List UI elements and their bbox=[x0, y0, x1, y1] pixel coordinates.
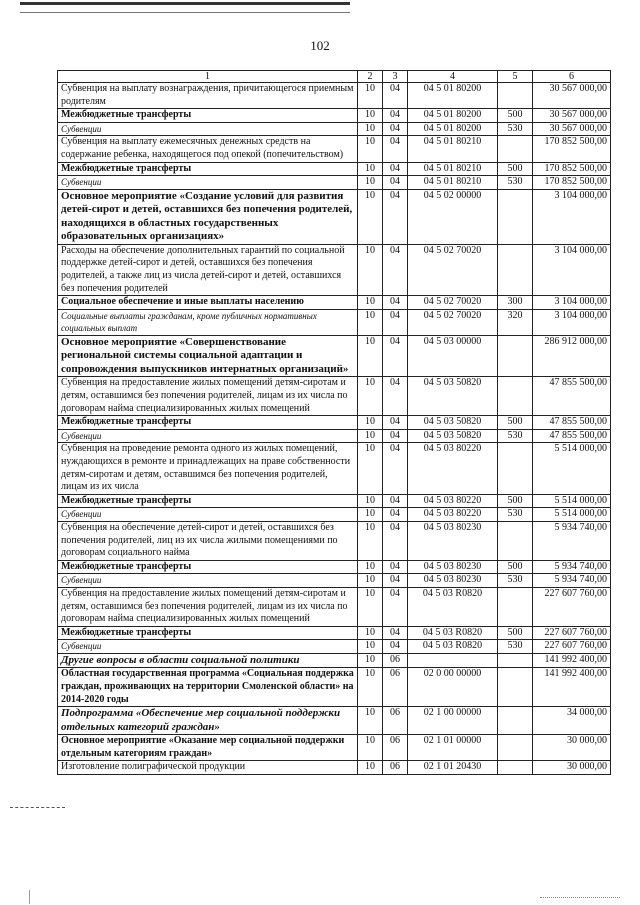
row-section: 10 bbox=[358, 176, 383, 190]
table-row bbox=[58, 653, 611, 668]
row-name: Межбюджетные трансферты bbox=[58, 162, 358, 176]
row-subsection: 04 bbox=[383, 494, 408, 508]
row-amount: 3 104 000,00 bbox=[533, 189, 611, 244]
row-name: Межбюджетные трансферты bbox=[58, 109, 358, 123]
row-expense-type: 500 bbox=[498, 416, 533, 430]
row-name: Субвенция на проведение ремонта одного из жилых помещений, нуждающихся в ремонте и принадлежащих на праве собственности детям-сиротам и детям, оставшимся без попечения родителей, лицам из их числа bbox=[58, 443, 358, 494]
row-section: 10 bbox=[358, 574, 383, 588]
table-row bbox=[58, 189, 611, 244]
row-amount: 227 607 760,00 bbox=[533, 587, 611, 626]
row-section: 10 bbox=[358, 640, 383, 654]
table-row bbox=[58, 707, 611, 735]
row-target-code: 04 5 01 80200 bbox=[408, 83, 498, 109]
row-expense-type bbox=[498, 653, 533, 668]
row-amount: 141 992 400,00 bbox=[533, 653, 611, 668]
row-amount: 5 514 000,00 bbox=[533, 494, 611, 508]
row-subsection: 04 bbox=[383, 560, 408, 574]
row-expense-type bbox=[498, 587, 533, 626]
top-border-rule bbox=[20, 2, 350, 5]
row-subsection: 04 bbox=[383, 162, 408, 176]
row-subsection: 04 bbox=[383, 521, 408, 560]
table-row bbox=[58, 162, 611, 176]
row-expense-type: 530 bbox=[498, 574, 533, 588]
table-row bbox=[58, 122, 611, 136]
row-target-code: 04 5 03 00000 bbox=[408, 335, 498, 377]
row-expense-type bbox=[498, 189, 533, 244]
row-name: Основное мероприятие «Оказание мер социальной поддержки отдельным категориям граждан» bbox=[58, 735, 358, 761]
row-expense-type bbox=[498, 83, 533, 109]
row-expense-type bbox=[498, 244, 533, 295]
row-name: Субвенция на предоставление жилых помещений детям-сиротам и детям, оставшимся без попечения родителей, лицам из их числа по договорам найма специализированных жилых помещений bbox=[58, 587, 358, 626]
row-expense-type: 530 bbox=[498, 122, 533, 136]
row-name: Изготовление полиграфической продукции bbox=[58, 761, 358, 775]
header-subsection: 3 bbox=[383, 71, 408, 83]
row-target-code: 02 1 01 20430 bbox=[408, 761, 498, 775]
row-subsection: 06 bbox=[383, 668, 408, 707]
row-amount: 30 000,00 bbox=[533, 735, 611, 761]
table-row bbox=[58, 176, 611, 190]
row-subsection: 04 bbox=[383, 626, 408, 640]
row-target-code: 02 1 01 00000 bbox=[408, 735, 498, 761]
row-amount: 170 852 500,00 bbox=[533, 162, 611, 176]
row-subsection: 04 bbox=[383, 416, 408, 430]
row-expense-type: 500 bbox=[498, 626, 533, 640]
row-target-code: 04 5 03 50820 bbox=[408, 377, 498, 416]
row-target-code: 04 5 01 80200 bbox=[408, 122, 498, 136]
row-subsection: 04 bbox=[383, 83, 408, 109]
row-subsection: 04 bbox=[383, 335, 408, 377]
table-row bbox=[58, 735, 611, 761]
row-subsection: 04 bbox=[383, 122, 408, 136]
table-row bbox=[58, 521, 611, 560]
row-section: 10 bbox=[358, 109, 383, 123]
row-amount: 3 104 000,00 bbox=[533, 296, 611, 310]
row-section: 10 bbox=[358, 668, 383, 707]
row-amount: 227 607 760,00 bbox=[533, 626, 611, 640]
row-section: 10 bbox=[358, 136, 383, 162]
row-name: Межбюджетные трансферты bbox=[58, 626, 358, 640]
row-target-code: 04 5 02 70020 bbox=[408, 309, 498, 335]
row-name: Субвенция на предоставление жилых помещений детям-сиротам и детям, оставшимся без попечения родителей, лицам из их числа по договорам найма специализированных жилых помещений bbox=[58, 377, 358, 416]
row-section: 10 bbox=[358, 83, 383, 109]
table-row bbox=[58, 560, 611, 574]
corner-mark bbox=[540, 897, 620, 898]
table-row bbox=[58, 626, 611, 640]
table-row bbox=[58, 508, 611, 522]
table-row bbox=[58, 296, 611, 310]
table-row bbox=[58, 761, 611, 775]
row-section: 10 bbox=[358, 560, 383, 574]
row-section: 10 bbox=[358, 587, 383, 626]
table-row bbox=[58, 574, 611, 588]
row-name: Основное мероприятие «Совершенствование региональной системы социальной адаптации и сопровождения выпускников интернатных организаций» bbox=[58, 335, 358, 377]
row-target-code: 04 5 03 80230 bbox=[408, 560, 498, 574]
row-subsection: 06 bbox=[383, 761, 408, 775]
row-section: 10 bbox=[358, 377, 383, 416]
row-amount: 5 934 740,00 bbox=[533, 521, 611, 560]
row-expense-type bbox=[498, 335, 533, 377]
table-row bbox=[58, 335, 611, 377]
row-subsection: 04 bbox=[383, 109, 408, 123]
row-section: 10 bbox=[358, 735, 383, 761]
row-target-code: 04 5 03 R0820 bbox=[408, 587, 498, 626]
row-expense-type: 530 bbox=[498, 640, 533, 654]
row-amount: 5 934 740,00 bbox=[533, 560, 611, 574]
row-amount: 30 567 000,00 bbox=[533, 83, 611, 109]
row-amount: 170 852 500,00 bbox=[533, 136, 611, 162]
row-amount: 170 852 500,00 bbox=[533, 176, 611, 190]
row-subsection: 06 bbox=[383, 707, 408, 735]
row-subsection: 06 bbox=[383, 735, 408, 761]
row-name: Социальное обеспечение и иные выплаты населению bbox=[58, 296, 358, 310]
row-amount: 30 000,00 bbox=[533, 761, 611, 775]
row-subsection: 04 bbox=[383, 176, 408, 190]
row-name: Субвенции bbox=[58, 122, 358, 136]
row-expense-type bbox=[498, 443, 533, 494]
table-row bbox=[58, 83, 611, 109]
row-target-code: 04 5 01 80210 bbox=[408, 162, 498, 176]
row-target-code: 04 5 02 70020 bbox=[408, 296, 498, 310]
row-expense-type bbox=[498, 136, 533, 162]
row-amount: 34 000,00 bbox=[533, 707, 611, 735]
row-expense-type: 530 bbox=[498, 508, 533, 522]
row-section: 10 bbox=[358, 521, 383, 560]
row-name: Другие вопросы в области социальной политики bbox=[58, 653, 358, 668]
budget-table bbox=[57, 70, 611, 775]
table-row bbox=[58, 668, 611, 707]
row-expense-type: 500 bbox=[498, 560, 533, 574]
row-expense-type bbox=[498, 668, 533, 707]
row-expense-type bbox=[498, 521, 533, 560]
row-section: 10 bbox=[358, 244, 383, 295]
row-amount: 3 104 000,00 bbox=[533, 309, 611, 335]
row-subsection: 06 bbox=[383, 653, 408, 668]
row-target-code: 04 5 02 70020 bbox=[408, 244, 498, 295]
row-section: 10 bbox=[358, 761, 383, 775]
row-section: 10 bbox=[358, 189, 383, 244]
row-section: 10 bbox=[358, 429, 383, 443]
row-expense-type: 500 bbox=[498, 109, 533, 123]
row-name: Социальные выплаты гражданам, кроме публичных нормативных социальных выплат bbox=[58, 309, 358, 335]
row-amount: 30 567 000,00 bbox=[533, 109, 611, 123]
row-subsection: 04 bbox=[383, 443, 408, 494]
row-target-code: 04 5 03 80220 bbox=[408, 443, 498, 494]
row-target-code: 04 5 03 R0820 bbox=[408, 626, 498, 640]
row-name: Субвенции bbox=[58, 429, 358, 443]
row-target-code: 04 5 03 80220 bbox=[408, 508, 498, 522]
table-row bbox=[58, 494, 611, 508]
row-section: 10 bbox=[358, 122, 383, 136]
row-section: 10 bbox=[358, 335, 383, 377]
row-name: Субвенции bbox=[58, 574, 358, 588]
row-target-code: 02 0 00 00000 bbox=[408, 668, 498, 707]
row-name: Субвенции bbox=[58, 176, 358, 190]
table-row bbox=[58, 640, 611, 654]
margin-mark bbox=[29, 890, 30, 904]
row-amount: 286 912 000,00 bbox=[533, 335, 611, 377]
row-subsection: 04 bbox=[383, 574, 408, 588]
row-section: 10 bbox=[358, 296, 383, 310]
row-section: 10 bbox=[358, 309, 383, 335]
row-expense-type bbox=[498, 377, 533, 416]
row-target-code: 04 5 03 80230 bbox=[408, 521, 498, 560]
table-body bbox=[58, 83, 611, 775]
header-section: 2 bbox=[358, 71, 383, 83]
page-number: 102 bbox=[310, 38, 330, 53]
row-target-code: 04 5 03 R0820 bbox=[408, 640, 498, 654]
row-subsection: 04 bbox=[383, 136, 408, 162]
table-row bbox=[58, 416, 611, 430]
row-name: Межбюджетные трансферты bbox=[58, 494, 358, 508]
row-expense-type: 530 bbox=[498, 429, 533, 443]
row-amount: 30 567 000,00 bbox=[533, 122, 611, 136]
row-subsection: 04 bbox=[383, 309, 408, 335]
table-row bbox=[58, 309, 611, 335]
row-target-code: 04 5 03 80220 bbox=[408, 494, 498, 508]
header-name: 1 bbox=[58, 71, 358, 83]
row-section: 10 bbox=[358, 443, 383, 494]
row-target-code: 04 5 01 80200 bbox=[408, 109, 498, 123]
row-subsection: 04 bbox=[383, 377, 408, 416]
table-row bbox=[58, 377, 611, 416]
row-target-code: 02 1 00 00000 bbox=[408, 707, 498, 735]
row-subsection: 04 bbox=[383, 429, 408, 443]
row-expense-type: 500 bbox=[498, 162, 533, 176]
row-amount: 47 855 500,00 bbox=[533, 429, 611, 443]
table-row bbox=[58, 443, 611, 494]
row-target-code: 04 5 01 80210 bbox=[408, 176, 498, 190]
row-name: Межбюджетные трансферты bbox=[58, 560, 358, 574]
row-expense-type bbox=[498, 735, 533, 761]
row-name: Расходы на обеспечение дополнительных гарантий по социальной поддержке детей-сирот и детей, оставшихся без попечения родителей, а также лиц из числа детей-сирот и детей, оставшихся без попечения родителей bbox=[58, 244, 358, 295]
row-section: 10 bbox=[358, 653, 383, 668]
row-target-code bbox=[408, 653, 498, 668]
row-amount: 5 514 000,00 bbox=[533, 443, 611, 494]
row-name: Субвенции bbox=[58, 508, 358, 522]
top-thin-rule bbox=[20, 12, 350, 13]
row-subsection: 04 bbox=[383, 640, 408, 654]
row-subsection: 04 bbox=[383, 189, 408, 244]
row-subsection: 04 bbox=[383, 587, 408, 626]
row-target-code: 04 5 03 50820 bbox=[408, 429, 498, 443]
row-expense-type bbox=[498, 707, 533, 735]
row-section: 10 bbox=[358, 162, 383, 176]
row-expense-type bbox=[498, 761, 533, 775]
table-header-row bbox=[58, 71, 611, 83]
row-target-code: 04 5 03 80230 bbox=[408, 574, 498, 588]
row-expense-type: 500 bbox=[498, 494, 533, 508]
row-section: 10 bbox=[358, 707, 383, 735]
row-target-code: 04 5 03 50820 bbox=[408, 416, 498, 430]
row-amount: 47 855 500,00 bbox=[533, 377, 611, 416]
table-row bbox=[58, 587, 611, 626]
row-section: 10 bbox=[358, 508, 383, 522]
row-name: Подпрограмма «Обеспечение мер социальной поддержки отдельных категорий граждан» bbox=[58, 707, 358, 735]
row-subsection: 04 bbox=[383, 296, 408, 310]
row-amount: 227 607 760,00 bbox=[533, 640, 611, 654]
table-row bbox=[58, 136, 611, 162]
header-amount: 6 bbox=[533, 71, 611, 83]
header-target-code: 4 bbox=[408, 71, 498, 83]
row-subsection: 04 bbox=[383, 244, 408, 295]
row-name: Межбюджетные трансферты bbox=[58, 416, 358, 430]
row-expense-type: 530 bbox=[498, 176, 533, 190]
margin-dashed-line bbox=[10, 807, 65, 808]
row-subsection: 04 bbox=[383, 508, 408, 522]
table-row bbox=[58, 244, 611, 295]
row-name: Субвенция на выплату вознаграждения, причитающегося приемным родителям bbox=[58, 83, 358, 109]
row-section: 10 bbox=[358, 416, 383, 430]
row-name: Субвенция на обеспечение детей-сирот и детей, оставшихся без попечения родителей, лиц из их числа жилыми помещениями по договорам социального найма bbox=[58, 521, 358, 560]
row-amount: 3 104 000,00 bbox=[533, 244, 611, 295]
row-amount: 5 514 000,00 bbox=[533, 508, 611, 522]
row-name: Субвенции bbox=[58, 640, 358, 654]
row-expense-type: 320 bbox=[498, 309, 533, 335]
table-row bbox=[58, 429, 611, 443]
row-section: 10 bbox=[358, 494, 383, 508]
row-target-code: 04 5 02 00000 bbox=[408, 189, 498, 244]
row-amount: 141 992 400,00 bbox=[533, 668, 611, 707]
row-target-code: 04 5 01 80210 bbox=[408, 136, 498, 162]
row-name: Областная государственная программа «Социальная поддержка граждан, проживающих на территории Смоленской области» на 2014-2020 годы bbox=[58, 668, 358, 707]
row-amount: 47 855 500,00 bbox=[533, 416, 611, 430]
row-name: Основное мероприятие «Создание условий для развития детей-сирот и детей, оставшихся без попечения родителей, находящихся в областных государственных образовательных организациях» bbox=[58, 189, 358, 244]
row-amount: 5 934 740,00 bbox=[533, 574, 611, 588]
header-expense-type: 5 bbox=[498, 71, 533, 83]
row-name: Субвенция на выплату ежемесячных денежных средств на содержание ребенка, находящегося под опекой (попечительством) bbox=[58, 136, 358, 162]
row-expense-type: 300 bbox=[498, 296, 533, 310]
table-row bbox=[58, 109, 611, 123]
row-section: 10 bbox=[358, 626, 383, 640]
